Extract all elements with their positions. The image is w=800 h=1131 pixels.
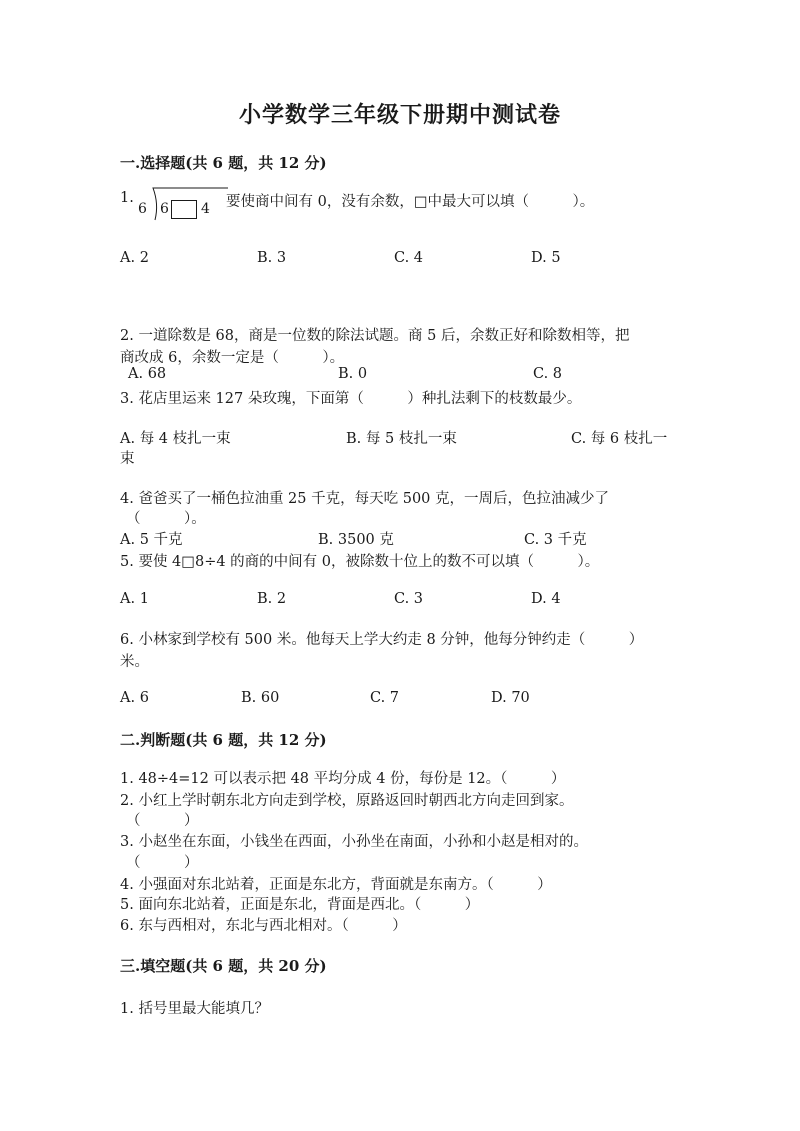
blank-digit-box (171, 200, 197, 219)
q2-option-b: B. 0 (338, 366, 368, 382)
question-5-line-1: 5. 要使 4□8÷4 的商的中间有 0，被除数十位上的数不可以填（ ）。 (120, 554, 600, 570)
q1-option-a: A. 2 (120, 250, 149, 266)
q1-option-d: D. 5 (531, 250, 561, 266)
q2-option-c: C. 8 (533, 366, 563, 382)
tf-question-2-answer-blank: （ ） (126, 813, 199, 829)
question-6-line-1: 6. 小林家到学校有 500 米。他每天上学大约走 8 分钟，他每分钟约走（ ） (120, 632, 644, 648)
q5-option-c: C. 3 (394, 591, 424, 607)
question-4-line-1: 4. 爸爸买了一桶色拉油重 25 千克，每天吃 500 克，一周后，色拉油减少了 (120, 491, 610, 507)
question-2-line-1: 2. 一道除数是 68，商是一位数的除法试题。商 5 后，余数正好和除数相等，把 (120, 328, 630, 344)
tf-question-5: 5. 面向东北站着，正面是东北，背面是西北。（ ） (120, 897, 480, 913)
q6-option-b: B. 60 (241, 690, 280, 706)
q5-option-d: D. 4 (531, 591, 561, 607)
question-6-line-2: 米。 (120, 654, 149, 670)
q3-option-b: B. 每 5 枝扎一束 (346, 431, 457, 447)
q2-option-a: A. 68 (128, 366, 167, 382)
q5-option-a: A. 1 (120, 591, 149, 607)
question-1-text: 要使商中间有 0，没有余数，□中最大可以填（ ）。 (226, 194, 595, 210)
q1-option-c: C. 4 (394, 250, 424, 266)
long-division-diagram (138, 186, 230, 222)
question-1-number: 1. (120, 190, 134, 206)
dividend-ones-digit: 4 (201, 201, 210, 217)
tf-question-1: 1. 48÷4=12 可以表示把 48 平均分成 4 份，每份是 12。（ ） (120, 771, 566, 787)
tf-question-3-answer-blank: （ ） (126, 855, 199, 871)
q4-option-b: B. 3500 克 (318, 532, 394, 548)
section-heading-true-false: 二.判断题(共 6 题，共 12 分) (120, 731, 327, 749)
tf-question-6: 6. 东与西相对，东北与西北相对。（ ） (120, 918, 407, 934)
tf-question-2: 2. 小红上学时朝东北方向走到学校，原路返回时朝西北方向走回到家。 (120, 793, 574, 809)
divisor: 6 (138, 201, 147, 217)
question-3-line-1: 3. 花店里运来 127 朵玫瑰，下面第（ ）种扎法剩下的枝数最少。 (120, 391, 582, 407)
q4-option-c: C. 3 千克 (524, 532, 587, 548)
page-title: 小学数学三年级下册期中测试卷 (238, 102, 561, 128)
tf-question-4: 4. 小强面对东北站着，正面是东北方，背面就是东南方。（ ） (120, 877, 552, 893)
dividend-hundreds-digit: 6 (160, 201, 169, 217)
q6-option-d: D. 70 (491, 690, 530, 706)
q3-option-c: C. 每 6 枝扎一 (571, 431, 668, 447)
q3-option-a: A. 每 4 枝扎一束 (120, 431, 231, 447)
q1-option-b: B. 3 (257, 250, 287, 266)
q5-option-b: B. 2 (257, 591, 287, 607)
q4-option-a: A. 5 千克 (120, 532, 183, 548)
question-2-line-2: 商改成 6，余数一定是（ ）。 (120, 350, 345, 366)
question-4-line-2: （ ）。 (126, 511, 206, 527)
section-heading-fill-in: 三.填空题(共 6 题，共 20 分) (120, 957, 327, 975)
section-heading-multiple-choice: 一.选择题(共 6 题，共 12 分) (120, 154, 327, 172)
q6-option-a: A. 6 (120, 690, 149, 706)
q6-option-c: C. 7 (370, 690, 400, 706)
q3-option-c-wrap: 束 (120, 451, 135, 467)
tf-question-3: 3. 小赵坐在东面，小钱坐在西面，小孙坐在南面，小孙和小赵是相对的。 (120, 834, 588, 850)
fill-question-1: 1. 括号里最大能填几？ (120, 1001, 269, 1017)
